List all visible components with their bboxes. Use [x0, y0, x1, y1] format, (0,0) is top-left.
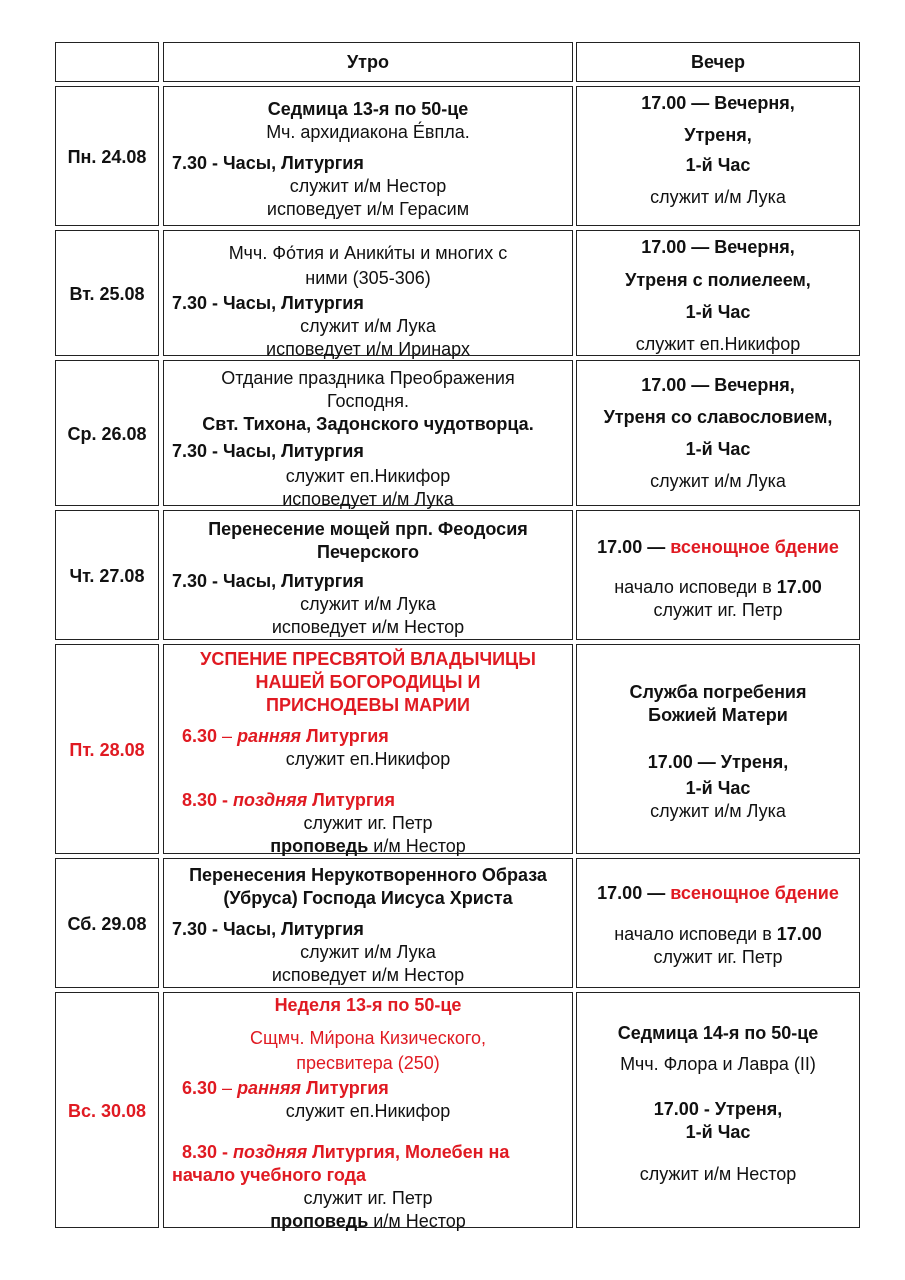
text-run: начало исповеди в: [614, 577, 777, 597]
morning-line: [164, 518, 572, 540]
morning-line: [164, 413, 572, 435]
day-label: Вс. 30.08: [67, 1101, 147, 1121]
text-run: Печерского: [317, 542, 419, 562]
morning-line: [164, 1027, 572, 1049]
evening-cell: [576, 86, 860, 226]
morning-line: [164, 198, 572, 220]
text-run: служит еп.Никифор: [285, 466, 451, 486]
morning-line: [164, 748, 572, 770]
morning-cell: [163, 510, 573, 640]
text-run: Седмица 13-я по 50-це: [267, 99, 469, 119]
morning-line: [164, 121, 572, 143]
day-cell: [55, 858, 159, 988]
text-run: 17.00 — Вечерня,: [641, 93, 795, 113]
morning-line: [164, 887, 572, 909]
text-run: всенощное бдение: [670, 537, 839, 557]
morning-line: [164, 1210, 572, 1232]
text-run: и/м Нестор: [368, 1211, 466, 1231]
text-run: 17.00 — Вечерня,: [641, 237, 795, 257]
evening-line: [577, 882, 859, 904]
morning-line: [164, 994, 572, 1016]
text-run: 17.00 - Утреня,: [653, 1099, 783, 1119]
text-run: проповедь: [270, 836, 369, 856]
day-cell: [55, 86, 159, 226]
day-label: Ср. 26.08: [67, 424, 147, 444]
morning-line: [164, 465, 572, 487]
text-run: служит и/м Нестор: [639, 1164, 797, 1184]
text-run: служит и/м Лука: [300, 594, 436, 614]
morning-line: [164, 812, 572, 834]
evening-line: [577, 800, 859, 822]
evening-cell: [576, 230, 860, 356]
evening-line: [577, 406, 859, 428]
morning-cell: [163, 644, 573, 854]
evening-line: [577, 576, 859, 598]
text-run: УСПЕНИЕ ПРЕСВЯТОЙ ВЛАДЫЧИЦЫ: [200, 649, 536, 669]
text-run: всенощное бдение: [670, 883, 839, 903]
text-run: служит иг. Петр: [303, 1188, 433, 1208]
text-run: начало учебного года: [172, 1165, 367, 1185]
morning-line: [182, 725, 389, 747]
day-cell: [55, 360, 159, 506]
text-run: поздняя: [233, 1142, 308, 1162]
text-run: поздняя: [233, 790, 308, 810]
evening-line: [577, 269, 859, 291]
evening-line: [577, 536, 859, 558]
morning-line: [164, 338, 572, 360]
morning-line: [182, 1141, 509, 1163]
text-run: Утреня,: [684, 125, 752, 145]
text-run: Отдание праздника Преображения: [221, 368, 515, 388]
evening-cell: [576, 360, 860, 506]
morning-line: [172, 918, 364, 940]
morning-line: [164, 315, 572, 337]
evening-line: [577, 236, 859, 258]
morning-line: [164, 488, 572, 510]
evening-line: [577, 301, 859, 323]
text-run: исповедует и/м Нестор: [271, 965, 465, 985]
text-run: Свт. Тихона, Задонского чудотворца.: [202, 414, 534, 434]
morning-line: [164, 835, 572, 857]
text-run: ранняя: [237, 1078, 302, 1098]
day-cell: [55, 230, 159, 356]
morning-line: [164, 541, 572, 563]
evening-line: [577, 154, 859, 176]
morning-line: [172, 570, 364, 592]
text-run: служит иг. Петр: [653, 600, 783, 620]
text-run: ПРИСНОДЕВЫ МАРИИ: [266, 695, 470, 715]
text-run: служит и/м Нестор: [289, 176, 447, 196]
text-run: 1-й Час: [685, 778, 751, 798]
morning-line: [164, 964, 572, 986]
header-evening: Вечер: [690, 52, 746, 72]
day-cell: [55, 992, 159, 1228]
text-run: пресвитера (250): [296, 1053, 440, 1073]
evening-line: [577, 374, 859, 396]
day-cell: [55, 510, 159, 640]
text-run: 6.30: [182, 726, 223, 746]
text-run: служит еп.Никифор: [635, 334, 801, 354]
morning-line: [182, 789, 395, 811]
header-morning: Утро: [346, 52, 389, 72]
text-run: Утреня со славословием,: [603, 407, 833, 427]
header-morning-cell: [163, 42, 573, 82]
morning-line: [164, 648, 572, 670]
text-run: Мчч. Фо́тия и Аники́ты и многих с: [228, 243, 508, 263]
day-cell: [55, 644, 159, 854]
header-corner-cell: [55, 42, 159, 82]
morning-cell: [163, 858, 573, 988]
morning-line: [164, 367, 572, 389]
morning-line: [164, 1100, 572, 1122]
text-run: служит и/м Лука: [650, 471, 786, 491]
text-run: служит и/м Лука: [650, 187, 786, 207]
text-run: Перенесение мощей прп. Феодосия: [208, 519, 528, 539]
text-run: –: [222, 726, 238, 746]
text-run: Литургия: [301, 1078, 389, 1098]
text-run: Седмица 14-я по 50-це: [617, 1023, 819, 1043]
text-run: 17.00 —: [597, 537, 671, 557]
day-label: Вт. 25.08: [69, 284, 145, 304]
text-run: Служба погребения: [629, 682, 807, 702]
text-run: 8.30 -: [182, 1142, 234, 1162]
text-run: 1-й Час: [685, 439, 751, 459]
text-run: ранняя: [237, 726, 302, 746]
morning-cell: [163, 992, 573, 1231]
morning-line: [164, 616, 572, 638]
header-evening-cell: [576, 42, 860, 82]
text-run: Господня.: [326, 391, 410, 411]
text-run: служит еп.Никифор: [285, 1101, 451, 1121]
evening-line: [577, 1121, 859, 1143]
morning-line: [164, 1052, 572, 1074]
evening-line: [577, 186, 859, 208]
text-run: служит и/м Лука: [650, 801, 786, 821]
text-run: Неделя 13-я по 50-це: [274, 995, 462, 1015]
text-run: (Убруса) Господа Иисуса Христа: [223, 888, 513, 908]
text-run: проповедь: [270, 1211, 369, 1231]
morning-line: [164, 175, 572, 197]
text-run: НАШЕЙ БОГОРОДИЦЫ И: [255, 672, 481, 692]
text-run: Мчч. Флора и Лавра (II): [620, 1054, 816, 1074]
text-run: Литургия: [301, 726, 389, 746]
evening-line: [577, 946, 859, 968]
text-run: 7.30 - Часы, Литургия: [172, 293, 364, 313]
evening-cell: [576, 858, 860, 988]
evening-line: [577, 1022, 859, 1044]
text-run: 7.30 - Часы, Литургия: [172, 441, 364, 461]
text-run: –: [222, 1078, 238, 1098]
text-run: 17.00: [776, 924, 822, 944]
text-run: начало исповеди в: [614, 924, 777, 944]
morning-line: [164, 864, 572, 886]
evening-line: [577, 599, 859, 621]
text-run: Мч. архидиакона Е́впла.: [266, 122, 470, 142]
text-run: 7.30 - Часы, Литургия: [172, 919, 364, 939]
evening-line: [577, 1098, 859, 1120]
morning-line: [172, 292, 364, 314]
morning-line: [164, 1187, 572, 1209]
text-run: ними (305-306): [305, 268, 431, 288]
text-run: Перенесения Нерукотворенного Образа: [189, 865, 547, 885]
morning-cell: [163, 86, 573, 226]
evening-line: [577, 681, 859, 703]
text-run: 17.00 —: [597, 883, 671, 903]
evening-line: [577, 751, 859, 773]
morning-cell: [163, 360, 573, 509]
text-run: Божией Матери: [648, 705, 788, 725]
text-run: 7.30 - Часы, Литургия: [172, 571, 364, 591]
text-run: 1-й Час: [685, 155, 751, 175]
morning-line: [164, 941, 572, 963]
evening-line: [577, 92, 859, 114]
morning-line: [164, 593, 572, 615]
evening-line: [577, 704, 859, 726]
evening-line: [577, 470, 859, 492]
evening-line: [577, 124, 859, 146]
morning-line: [164, 98, 572, 120]
text-run: Утреня с полиелеем,: [625, 270, 811, 290]
text-run: 1-й Час: [685, 302, 751, 322]
morning-line: [164, 694, 572, 716]
day-label: Пн. 24.08: [67, 147, 147, 167]
evening-line: [577, 1163, 859, 1185]
morning-line: [164, 671, 572, 693]
text-run: 17.00 — Вечерня,: [641, 375, 795, 395]
evening-line: [577, 1053, 859, 1075]
day-label: Пт. 28.08: [69, 740, 145, 760]
evening-line: [577, 923, 859, 945]
text-run: Сщмч. Ми́рона Кизического,: [249, 1028, 487, 1048]
text-run: 6.30: [182, 1078, 223, 1098]
text-run: Литургия: [307, 790, 395, 810]
evening-cell: [576, 992, 860, 1228]
morning-cell: [163, 230, 573, 359]
text-run: служит иг. Петр: [303, 813, 433, 833]
text-run: исповедует и/м Лука: [282, 489, 454, 509]
text-run: и/м Нестор: [368, 836, 466, 856]
evening-line: [577, 438, 859, 460]
text-run: 8.30 -: [182, 790, 234, 810]
text-run: 7.30 - Часы, Литургия: [172, 153, 364, 173]
text-run: Литургия, Молебен на: [307, 1142, 510, 1162]
evening-cell: [576, 644, 860, 854]
text-run: служит и/м Лука: [300, 942, 436, 962]
text-run: служит еп.Никифор: [285, 749, 451, 769]
morning-line: [172, 1164, 366, 1186]
morning-line: [164, 390, 572, 412]
text-run: исповедует и/м Герасим: [266, 199, 470, 219]
text-run: 17.00: [776, 577, 822, 597]
day-label: Сб. 29.08: [67, 914, 147, 934]
day-label: Чт. 27.08: [69, 566, 145, 586]
evening-line: [577, 777, 859, 799]
text-run: исповедует и/м Нестор: [271, 617, 465, 637]
morning-line: [164, 267, 572, 289]
text-run: 1-й Час: [685, 1122, 751, 1142]
text-run: исповедует и/м Иринарх: [266, 339, 470, 359]
morning-line: [172, 440, 364, 462]
morning-line: [182, 1077, 389, 1099]
morning-line: [172, 152, 364, 174]
evening-cell: [576, 510, 860, 640]
text-run: 17.00 — Утреня,: [647, 752, 789, 772]
text-run: служит иг. Петр: [653, 947, 783, 967]
text-run: служит и/м Лука: [300, 316, 436, 336]
morning-line: [164, 242, 572, 264]
evening-line: [577, 333, 859, 355]
